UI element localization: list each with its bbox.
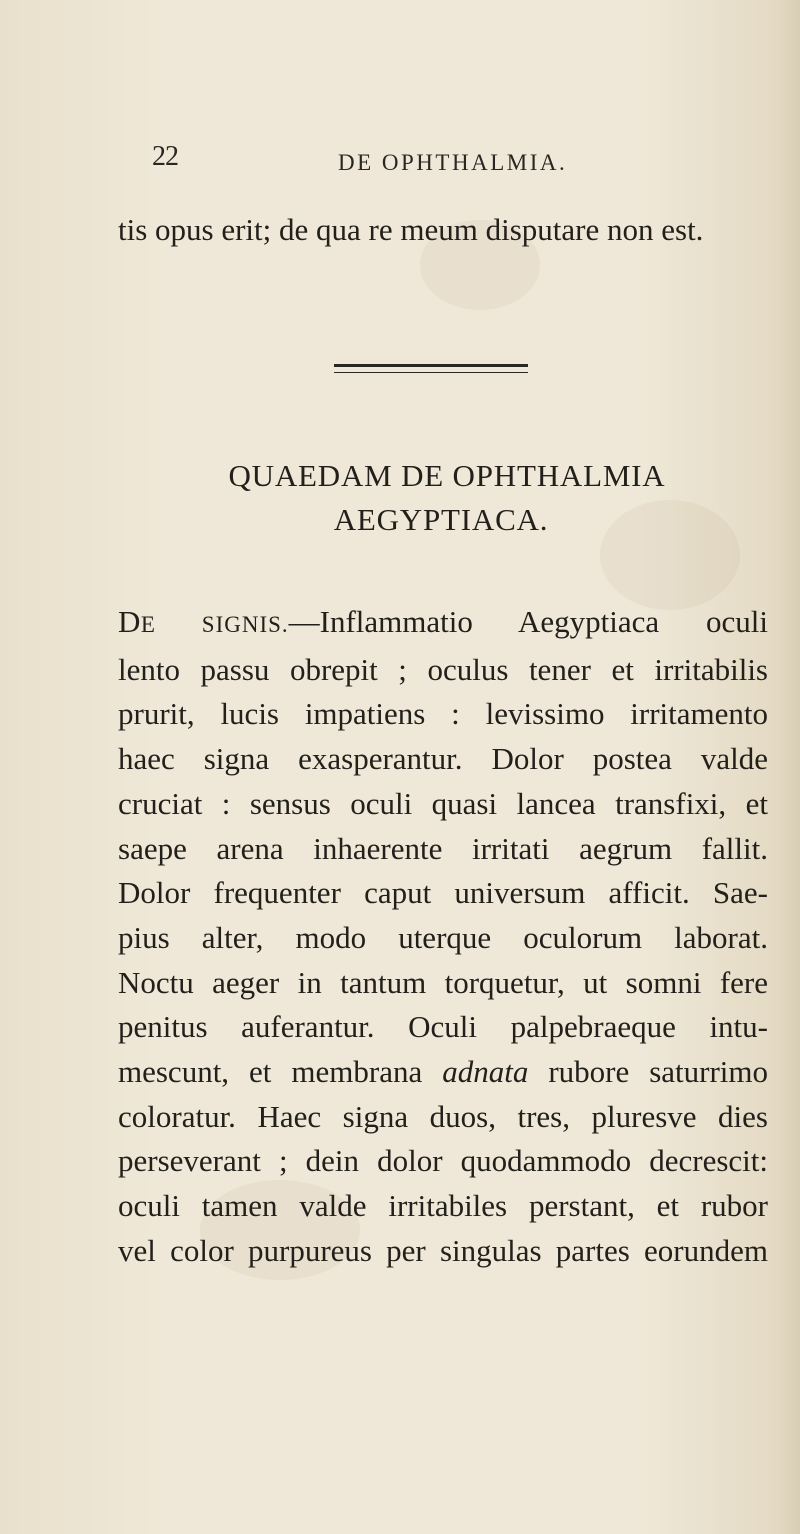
- body-line: vel color purpureus per singulas partes eorundem: [118, 1232, 768, 1268]
- body-line: perseverant ; dein dolor quodammodo decrescit:: [118, 1143, 768, 1179]
- body-line: mescunt, et membrana adnata rubore saturrimo: [118, 1054, 769, 1090]
- body-line: pius alter, modo uterque oculorum laborat.: [118, 919, 768, 955]
- body-line: Noctu aeger in tantum torquetur, ut somni fere: [118, 964, 768, 1000]
- body-line: lento passu obrepit ; oculus tener et irritabilis: [118, 651, 768, 687]
- body-line: penitus auferantur. Oculi palpebraeque intu-: [118, 1009, 768, 1045]
- page-number: 22: [152, 141, 178, 172]
- running-head: DE OPHTHALMIA.: [338, 150, 568, 175]
- section-body: [118, 600, 768, 1274]
- body-line: saepe arena inhaerente irritati aegrum fallit.: [118, 830, 768, 866]
- body-line: Dolor frequenter caput universum afficit. Sae-: [118, 875, 768, 911]
- section-divider-rule: [334, 364, 528, 373]
- lead-in-small-caps: DE SIGNIS.: [118, 604, 289, 639]
- body-line: prurit, lucis impatiens : levissimo irritamento: [118, 696, 768, 732]
- body-line: cruciat : sensus oculi quasi lancea transfixi, et: [118, 785, 768, 821]
- section-heading-line-1: QUAEDAM DE OPHTHALMIA: [228, 458, 666, 493]
- section-heading-line-2: AEGYPTIACA.: [333, 502, 549, 537]
- body-line: haec signa exasperantur. Dolor postea valde: [118, 741, 768, 777]
- body-line: coloratur. Haec signa duos, tres, pluresve dies: [118, 1098, 768, 1134]
- italic-term: adnata: [442, 1054, 529, 1090]
- body-line: oculi tamen valde irritabiles perstant, et rubor: [118, 1188, 768, 1224]
- intro-paragraph: tis opus erit; de qua re meum disputare non est.: [118, 212, 704, 247]
- body-line: DE SIGNIS.—Inflammatio Aegyptiaca oculi: [118, 604, 768, 639]
